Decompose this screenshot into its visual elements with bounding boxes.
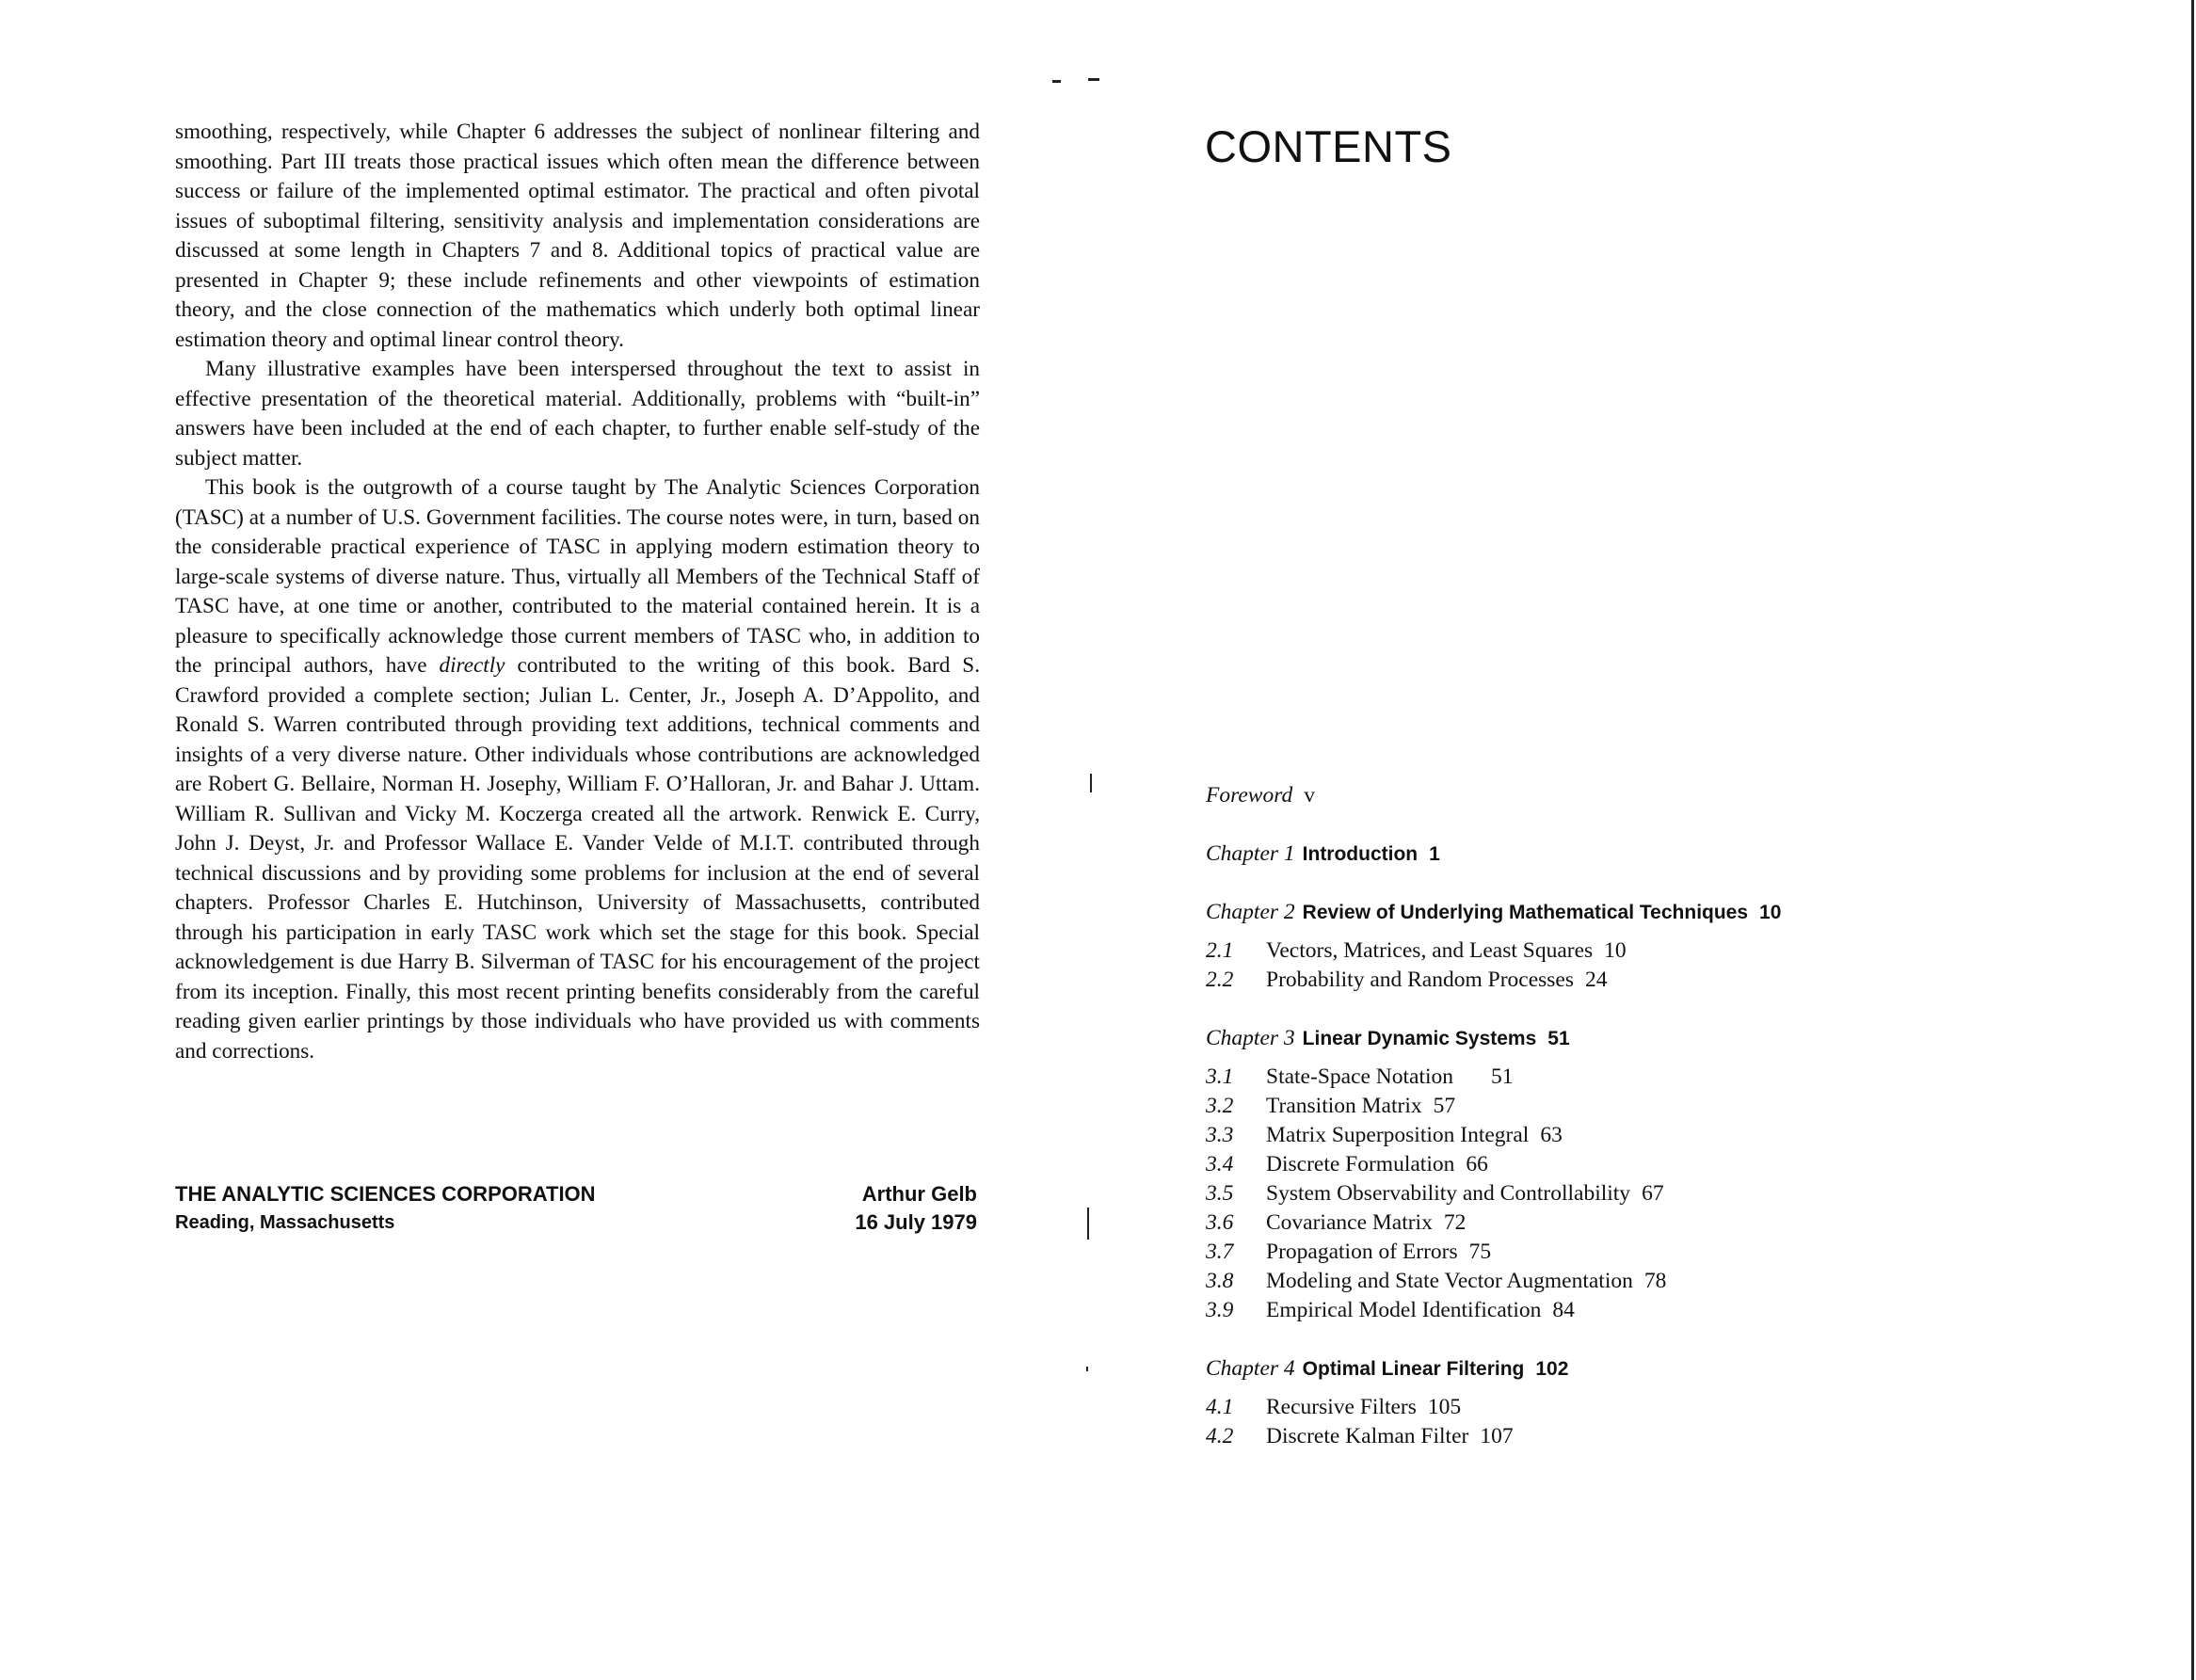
preface-text bbox=[175, 118, 980, 1066]
section-page: 75 bbox=[1468, 1240, 1492, 1264]
chapter-page: 10 bbox=[1759, 902, 1782, 923]
chapter-label: Chapter 3 bbox=[1206, 1026, 1295, 1050]
toc-chapter-4[interactable] bbox=[1206, 1354, 2147, 1384]
preface-paragraph-2: Many illustrative examples have been interspersed throughout the text to assist in effective presentation of the theoretical material. Additionally, problems with “built-in” answers have been included at the end of each chapter, to further enable self-study of the subject matter. bbox=[175, 357, 980, 471]
scan-mark bbox=[1087, 1208, 1089, 1240]
section-number: 2.1 bbox=[1206, 938, 1234, 963]
section-number: 3.7 bbox=[1206, 1240, 1234, 1264]
section-title: Probability and Random Processes bbox=[1266, 968, 1575, 992]
section-page: 24 bbox=[1585, 968, 1608, 992]
signature-place: Reading, Massachusetts bbox=[175, 1212, 395, 1233]
toc-chapter-3[interactable] bbox=[1206, 1024, 2147, 1053]
section-title: System Observability and Controllability bbox=[1266, 1181, 1631, 1206]
toc-section-2-2[interactable] bbox=[1206, 966, 2147, 995]
section-number: 3.4 bbox=[1206, 1152, 1234, 1176]
chapter-label: Chapter 1 bbox=[1206, 841, 1295, 866]
page-edge-line bbox=[2191, 0, 2194, 1680]
section-title: Empirical Model Identification bbox=[1266, 1298, 1542, 1322]
toc-section-2-1[interactable] bbox=[1206, 936, 2147, 966]
toc-section-3-9[interactable] bbox=[1206, 1296, 2147, 1325]
preface-paragraph-3-part-a: This book is the outgrowth of a course taught by The Analytic Sciences Corporation (TASC) at a number of U.S. Government facilities. The course notes were, in turn, based on the considerable practical experience of TASC in applying modern estimation theory to large-scale systems of diverse nature. Thus, virtually all Members of the Technical Staff of TASC have, at one time or another, contributed to the material contained herein. It is a pleasure to specifically acknowledge those current members of TASC who, in addition to the principal authors, have bbox=[175, 475, 980, 678]
section-page: 51 bbox=[1491, 1064, 1514, 1089]
section-title: Modeling and State Vector Augmentation bbox=[1266, 1269, 1633, 1293]
toc-section-3-2[interactable] bbox=[1206, 1092, 2147, 1121]
chapter-title: Introduction bbox=[1302, 843, 1419, 865]
scan-mark bbox=[1086, 1367, 1088, 1371]
section-title: Transition Matrix bbox=[1266, 1094, 1422, 1118]
chapter-title: Optimal Linear Filtering bbox=[1302, 1358, 1525, 1380]
section-title: State-Space Notation bbox=[1266, 1064, 1454, 1089]
section-page: 72 bbox=[1443, 1210, 1467, 1235]
scan-mark bbox=[1052, 80, 1061, 83]
table-of-contents bbox=[1206, 781, 2147, 1451]
preface-paragraph-3 bbox=[175, 473, 980, 1066]
section-title: Discrete Formulation bbox=[1266, 1152, 1455, 1176]
section-page: 63 bbox=[1540, 1123, 1563, 1147]
section-number: 3.1 bbox=[1206, 1064, 1234, 1089]
signature-date: 16 July 1979 bbox=[855, 1210, 977, 1234]
section-title: Propagation of Errors bbox=[1266, 1240, 1458, 1264]
right-page bbox=[1092, 0, 2196, 1680]
section-number: 2.2 bbox=[1206, 968, 1234, 992]
section-page: 66 bbox=[1466, 1152, 1488, 1176]
section-page: 84 bbox=[1552, 1298, 1575, 1322]
section-page: 57 bbox=[1433, 1094, 1456, 1118]
foreword-page: v bbox=[1304, 783, 1316, 808]
preface-paragraph-1: smoothing, respectively, while Chapter 6 addresses the subject of nonlinear filtering and smoothing. Part III treats those practical issues which often mean the difference between success or failure of the implemented optimal estimator. The practical and often pivotal issues of suboptimal filtering, sensitivity analysis and implementation considerations are discussed at some length in Chapters 7 and 8. Additional topics of practical value are presented in Chapter 9; these include refinements and other viewpoints of estimation theory, and the close connection of the mathematics which underly both optimal linear estimation theory and optimal linear control theory. bbox=[175, 120, 980, 352]
chapter-page: 51 bbox=[1547, 1028, 1570, 1049]
chapter-label: Chapter 4 bbox=[1206, 1356, 1295, 1381]
section-title: Recursive Filters bbox=[1266, 1395, 1417, 1419]
toc-section-3-7[interactable] bbox=[1206, 1238, 2147, 1267]
section-number: 3.3 bbox=[1206, 1123, 1234, 1147]
toc-section-3-6[interactable] bbox=[1206, 1208, 2147, 1238]
section-number: 4.1 bbox=[1206, 1395, 1234, 1419]
section-number: 3.8 bbox=[1206, 1269, 1234, 1293]
toc-section-3-4[interactable] bbox=[1206, 1150, 2147, 1179]
toc-chapter-1[interactable] bbox=[1206, 840, 2147, 869]
section-number: 4.2 bbox=[1206, 1424, 1234, 1448]
chapter-title: Review of Underlying Mathematical Techniques bbox=[1302, 902, 1749, 923]
section-page: 78 bbox=[1643, 1269, 1667, 1293]
preface-paragraph-3-part-b: contributed to the writing of this book. Bard S. Crawford provided a complete section; Julian L. Center, Jr., Joseph A. D’Appolito, and Ronald S. Warren contributed through providing text additions, technical comments and insights of a very diverse nature. Other individuals whose contributions are acknowledged are Robert G. Bellaire, Norman H. Josephy, William F. O’Halloran, Jr. and Bahar J. Uttam. William R. Sullivan and Vicky M. Koczerga created all the artwork. Renwick E. Curry, John J. Deyst, Jr. and Professor Wallace E. Vander Velde of M.I.T. contributed through technical discussions and by providing some problems for inclusion at the end of several chapters. Professor Charles E. Hutchinson, University of Massachusetts, contributed through his participation in early TASC work which set the stage for this book. Special acknowledgement is due Harry B. Silverman of TASC for his encouragement of the project from its inception. Finally, this most recent printing benefits considerably from the careful reading given earlier printings by those individuals who have provided us with comments and corrections. bbox=[175, 653, 980, 1064]
chapter-title: Linear Dynamic Systems bbox=[1302, 1028, 1537, 1049]
section-page: 10 bbox=[1604, 938, 1627, 963]
toc-section-4-2[interactable] bbox=[1206, 1422, 2147, 1451]
section-title: Covariance Matrix bbox=[1266, 1210, 1433, 1235]
section-page: 105 bbox=[1427, 1395, 1462, 1419]
signature-author: Arthur Gelb bbox=[861, 1182, 977, 1206]
chapter-page: 1 bbox=[1429, 843, 1440, 865]
section-number: 3.2 bbox=[1206, 1094, 1234, 1118]
chapter-page: 102 bbox=[1535, 1358, 1569, 1380]
section-number: 3.6 bbox=[1206, 1210, 1234, 1235]
emphasis-directly: directly bbox=[439, 653, 505, 678]
toc-section-3-1[interactable] bbox=[1206, 1063, 2147, 1092]
section-number: 3.9 bbox=[1206, 1298, 1234, 1322]
signature-organization: THE ANALYTIC SCIENCES CORPORATION bbox=[175, 1182, 596, 1206]
section-page: 67 bbox=[1642, 1181, 1664, 1206]
toc-chapter-2[interactable] bbox=[1206, 898, 2147, 927]
section-page: 107 bbox=[1480, 1424, 1514, 1448]
toc-section-3-3[interactable] bbox=[1206, 1121, 2147, 1150]
left-page bbox=[0, 0, 1092, 1680]
toc-section-3-8[interactable] bbox=[1206, 1267, 2147, 1296]
section-title: Discrete Kalman Filter bbox=[1266, 1424, 1469, 1448]
toc-foreword[interactable] bbox=[1206, 781, 2147, 810]
foreword-label: Foreword bbox=[1206, 783, 1293, 808]
chapter-label: Chapter 2 bbox=[1206, 900, 1295, 924]
toc-section-4-1[interactable] bbox=[1206, 1393, 2147, 1422]
section-number: 3.5 bbox=[1206, 1181, 1234, 1206]
section-title: Vectors, Matrices, and Least Squares bbox=[1266, 938, 1594, 963]
contents-title: CONTENTS bbox=[1205, 121, 1452, 171]
section-title: Matrix Superposition Integral bbox=[1266, 1123, 1530, 1147]
toc-section-3-5[interactable] bbox=[1206, 1179, 2147, 1208]
